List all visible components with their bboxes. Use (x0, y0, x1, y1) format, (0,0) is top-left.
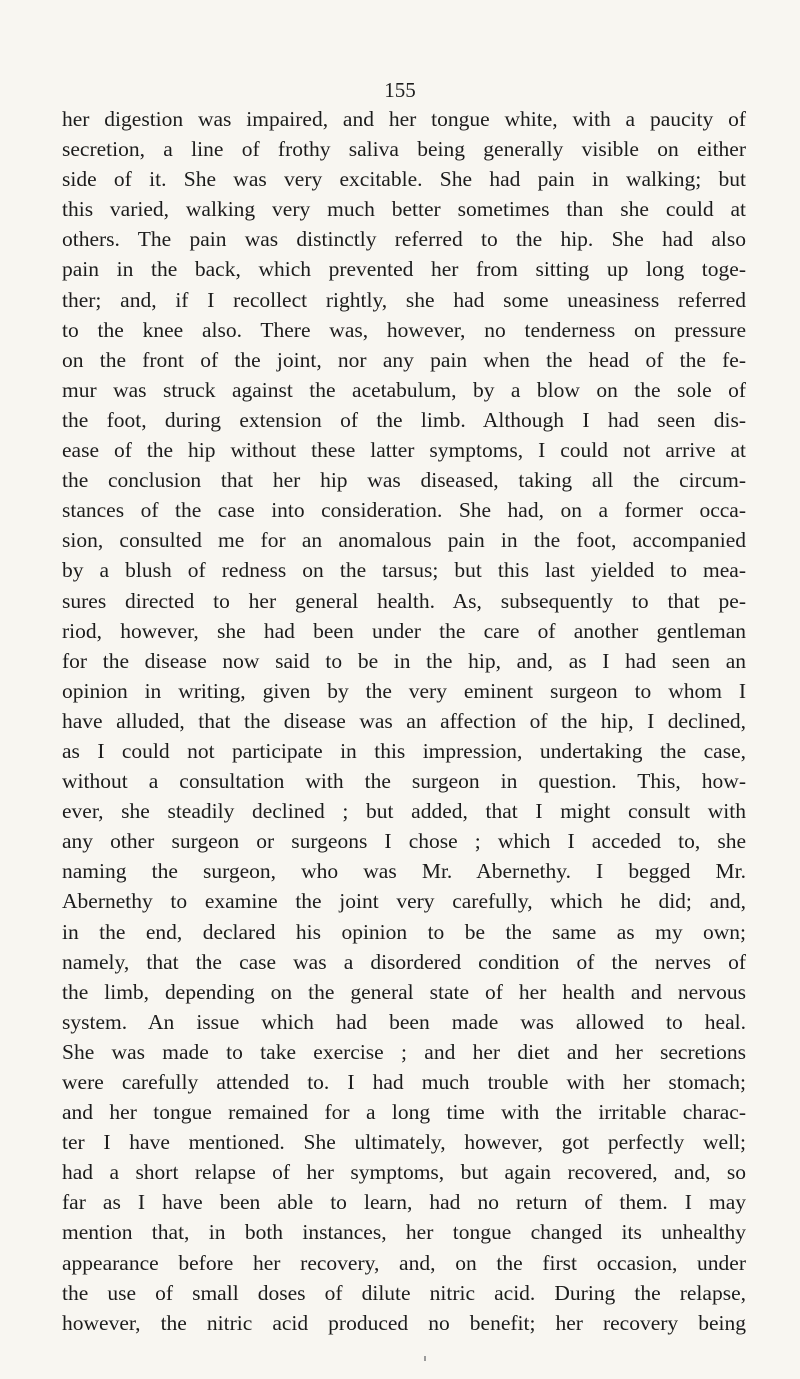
text-line: others. The pain was distinctly referred to the hip. She had also (62, 227, 746, 252)
text-line: this varied, walking very much better sometimes than she could at (62, 197, 746, 222)
text-line: on the front of the joint, nor any pain when the head of the fe- (62, 347, 746, 372)
text-line: and her tongue remained for a long time with the irritable charac- (62, 1100, 746, 1125)
text-line: were carefully attended to. I had much trouble with her stomach; (62, 1070, 746, 1094)
text-line: side of it. She was very excitable. She had pain in walking; but (62, 167, 746, 192)
text-line: stances of the case into consideration. She had, on a former occa- (62, 498, 746, 523)
text-line: namely, that the case was a disordered condition of the nerves of (62, 949, 746, 974)
text-line: as I could not participate in this impression, undertaking the case, (62, 738, 746, 763)
text-line: ease of the hip without these latter symptoms, I could not arrive at (62, 438, 746, 463)
text-line: in the end, declared his opinion to be the same as my own; (62, 919, 746, 944)
text-line: naming the surgeon, who was Mr. Abernethy. I begged Mr. (62, 859, 746, 884)
text-line: mention that, in both instances, her tongue changed its unhealthy (62, 1220, 746, 1245)
text-line: for the disease now said to be in the hip, and, as I had seen an (62, 648, 746, 673)
text-line: the conclusion that her hip was diseased, taking all the circum- (62, 468, 746, 493)
text-line: the limb, depending on the general state of her health and nervous (62, 979, 746, 1004)
text-line: however, the nitric acid produced no benefit; her recovery being (62, 1310, 746, 1335)
text-line: appearance before her recovery, and, on the first occasion, under (62, 1250, 746, 1275)
text-line: the use of small doses of dilute nitric acid. During the relapse, (62, 1280, 746, 1305)
text-line: without a consultation with the surgeon in question. This, how- (62, 769, 746, 794)
text-line: Abernethy to examine the joint very carefully, which he did; and, (62, 889, 746, 914)
text-line: had a short relapse of her symptoms, but again recovered, and, so (62, 1160, 746, 1185)
text-line: secretion, a line of frothy saliva being generally visible on either (62, 137, 746, 162)
text-line: She was made to take exercise ; and her diet and her secretions (62, 1039, 746, 1064)
text-line: mur was struck against the acetabulum, by a blow on the sole of (62, 377, 746, 402)
print-speck (424, 1356, 426, 1361)
text-line: sion, consulted me for an anomalous pain in the foot, accompanied (62, 528, 746, 553)
text-line: sures directed to her general health. As, subsequently to that pe- (62, 588, 746, 613)
text-line: by a blush of redness on the tarsus; but this last yielded to mea- (62, 558, 746, 583)
text-line: any other surgeon or surgeons I chose ; which I acceded to, she (62, 829, 746, 854)
body-text (62, 104, 746, 1338)
text-line: ter I have mentioned. She ultimately, however, got perfectly well; (62, 1130, 746, 1155)
text-line: ever, she steadily declined ; but added, that I might consult with (62, 799, 746, 824)
text-line: far as I have been able to learn, had no return of them. I may (62, 1190, 746, 1215)
text-line: system. An issue which had been made was allowed to heal. (62, 1009, 746, 1034)
text-line: to the knee also. There was, however, no tenderness on pressure (62, 317, 746, 342)
text-line: her digestion was impaired, and her tongue white, with a paucity of (62, 107, 746, 131)
text-line: the foot, during extension of the limb. Although I had seen dis- (62, 407, 746, 432)
text-line: have alluded, that the disease was an affection of the hip, I declined, (62, 708, 746, 733)
page-number: 155 (384, 78, 416, 102)
text-line: opinion in writing, given by the very eminent surgeon to whom I (62, 678, 746, 703)
text-line: riod, however, she had been under the care of another gentleman (62, 618, 746, 643)
text-line: pain in the back, which prevented her from sitting up long toge- (62, 257, 746, 282)
text-line: ther; and, if I recollect rightly, she had some uneasiness referred (62, 287, 746, 312)
